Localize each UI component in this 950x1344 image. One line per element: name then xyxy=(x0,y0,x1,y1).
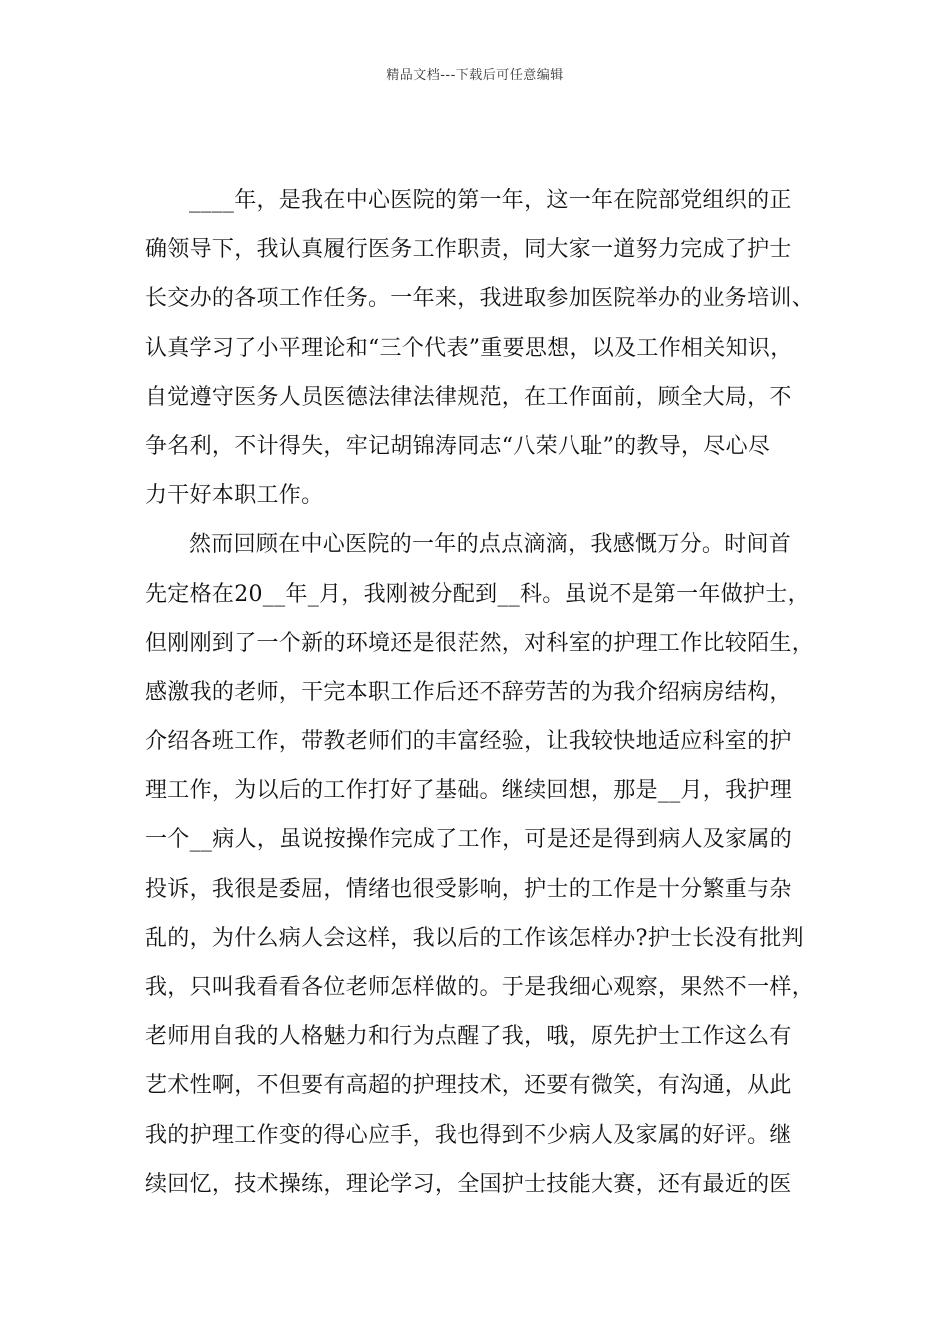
paragraph-1 xyxy=(145,183,815,527)
paragraph-line: 投诉，我很是委屈，情绪也很受影响，护士的工作是十分繁重与杂 xyxy=(145,876,792,902)
document-body xyxy=(145,183,815,1216)
paragraph-line: 感激我的老师，干完本职工作后还不辞劳苦的为我介绍病房结构， xyxy=(145,679,792,705)
paragraph-line: 我，只叫我看看各位老师怎样做的。于是我细心观察，果然不一样， xyxy=(145,975,815,1000)
paragraph-line: 自觉遵守医务人员医德法律法律规范，在工作面前，顾全大局，不 xyxy=(145,384,792,410)
paragraph-line: 乱的，为什么病人会这样，我以后的工作该怎样办?护士长没有批判 xyxy=(145,925,804,951)
paragraph-line: 一个__病人，虽说按操作完成了工作，可是还是得到病人及家属的 xyxy=(145,827,793,853)
page-header: 精品文档---下载后可任意编辑 xyxy=(386,68,564,83)
paragraph-line: 然而回顾在中心医院的一年的点点滴滴，我感慨万分。时间首 xyxy=(189,532,792,558)
paragraph-line: 认真学习了小平理论和“三个代表”重要思想，以及工作相关知识， xyxy=(145,335,793,361)
paragraph-line: 续回忆，技术操练，理论学习，全国护士技能大赛，还有最近的医 xyxy=(145,1171,792,1197)
paragraph-line: 长交办的各项工作任务。一年来，我进取参加医院举办的业务培训、 xyxy=(145,286,815,312)
paragraph-line: 老师用自我的人格魅力和行为点醒了我，哦，原先护士工作这么有 xyxy=(145,1024,792,1050)
paragraph-line: 我的护理工作变的得心应手，我也得到不少病人及家属的好评。继 xyxy=(145,1122,792,1148)
paragraph-line: 争名利，不计得失，牢记胡锦涛同志“八荣八耻”的教导，尽心尽 xyxy=(145,433,771,459)
paragraph-line: 先定格在20__年_月，我刚被分配到__科。虽说不是第一年做护士， xyxy=(145,581,810,607)
paragraph-line: 力干好本职工作。 xyxy=(145,483,324,509)
paragraph-line: 介绍各班工作，带教老师们的丰富经验，让我较快地适应科室的护 xyxy=(145,729,792,755)
paragraph-line: 但刚刚到了一个新的环境还是很茫然，对科室的护理工作比较陌生， xyxy=(145,630,815,656)
paragraph-line: 艺术性啊，不但要有高超的护理技术，还要有微笑，有沟通，从此 xyxy=(145,1073,792,1099)
paragraph-2 xyxy=(145,527,815,1216)
paragraph-line: ____年，是我在中心医院的第一年，这一年在院部党组织的正 xyxy=(189,188,792,213)
paragraph-line: 确领导下，我认真履行医务工作职责，同大家一道努力完成了护士 xyxy=(145,237,792,263)
paragraph-line: 理工作，为以后的工作打好了基础。继续回想，那是__月，我护理 xyxy=(145,778,793,804)
